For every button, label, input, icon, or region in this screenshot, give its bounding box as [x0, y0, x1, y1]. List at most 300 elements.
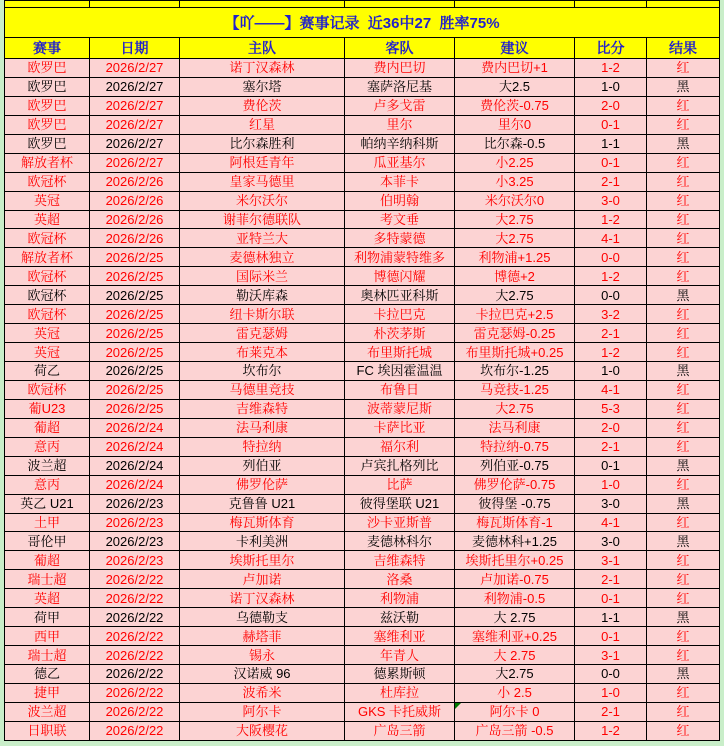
clipped-row — [5, 1, 720, 8]
home-cell[interactable]: 梅瓦斯体育 — [180, 513, 345, 532]
date-cell[interactable]: 2026/2/26 — [90, 210, 180, 229]
score-cell[interactable]: 0-0 — [575, 248, 647, 267]
tip-cell[interactable]: 卡拉巴克+2.5 — [455, 305, 575, 324]
result-cell[interactable]: 黑 — [647, 608, 720, 627]
score-cell[interactable]: 1-2 — [575, 59, 647, 78]
tip-cell[interactable]: 坎布尔-1.25 — [455, 362, 575, 381]
table-row — [5, 665, 720, 684]
competition-cell[interactable]: 土甲 — [5, 513, 90, 532]
table-row — [5, 437, 720, 456]
tip-cell[interactable]: 大2.75 — [455, 210, 575, 229]
home-cell[interactable]: 赫塔菲 — [180, 627, 345, 646]
competition-cell[interactable]: 葡U23 — [5, 399, 90, 418]
result-cell[interactable]: 红 — [647, 324, 720, 343]
table-row — [5, 380, 720, 399]
tip-cell[interactable]: 比尔森-0.5 — [455, 134, 575, 153]
away-cell[interactable]: 里尔 — [345, 115, 455, 134]
score-cell[interactable]: 0-0 — [575, 286, 647, 305]
tip-cell[interactable]: 梅瓦斯体育-1 — [455, 513, 575, 532]
home-cell[interactable]: 阿尔卡 — [180, 702, 345, 721]
tip-cell[interactable]: 大 2.75 — [455, 646, 575, 665]
table-row — [5, 627, 720, 646]
score-cell[interactable]: 1-0 — [575, 77, 647, 96]
home-cell[interactable]: 锡永 — [180, 646, 345, 665]
date-cell[interactable]: 2026/2/27 — [90, 77, 180, 96]
away-cell[interactable]: FC 埃因霍温温 — [345, 362, 455, 381]
table-row — [5, 77, 720, 96]
column-header-tip[interactable]: 建议 — [455, 38, 575, 59]
result-cell[interactable]: 黑 — [647, 286, 720, 305]
away-cell[interactable]: 本菲卡 — [345, 172, 455, 191]
home-cell[interactable]: 诺丁汉森林 — [180, 59, 345, 78]
date-cell[interactable]: 2026/2/25 — [90, 380, 180, 399]
results-sheet — [4, 0, 720, 741]
result-cell[interactable]: 红 — [647, 646, 720, 665]
away-cell[interactable]: 考文垂 — [345, 210, 455, 229]
competition-cell[interactable]: 日职联 — [5, 721, 90, 740]
tip-cell[interactable]: 法马利康 — [455, 418, 575, 437]
home-cell[interactable]: 卢加诺 — [180, 570, 345, 589]
result-cell[interactable]: 红 — [647, 305, 720, 324]
home-cell[interactable]: 法马利康 — [180, 418, 345, 437]
tip-cell[interactable]: 小3.25 — [455, 172, 575, 191]
date-cell[interactable]: 2026/2/22 — [90, 589, 180, 608]
result-cell[interactable]: 红 — [647, 570, 720, 589]
table-row — [5, 494, 720, 513]
result-cell[interactable]: 红 — [647, 248, 720, 267]
home-cell[interactable]: 列伯亚 — [180, 456, 345, 475]
table-row — [5, 343, 720, 362]
home-cell[interactable]: 谢菲尔德联队 — [180, 210, 345, 229]
table-row — [5, 456, 720, 475]
result-cell[interactable]: 黑 — [647, 665, 720, 684]
home-cell[interactable]: 乌德勒支 — [180, 608, 345, 627]
score-cell[interactable]: 2-1 — [575, 702, 647, 721]
away-cell[interactable]: 瓜亚基尔 — [345, 153, 455, 172]
competition-cell[interactable]: 欧罗巴 — [5, 96, 90, 115]
result-cell[interactable]: 红 — [647, 437, 720, 456]
result-cell[interactable]: 红 — [647, 475, 720, 494]
table-row — [5, 191, 720, 210]
home-cell[interactable]: 国际米兰 — [180, 267, 345, 286]
date-cell[interactable]: 2026/2/27 — [90, 115, 180, 134]
date-cell[interactable]: 2026/2/25 — [90, 248, 180, 267]
away-cell[interactable]: 塞萨洛尼基 — [345, 77, 455, 96]
date-cell[interactable]: 2026/2/23 — [90, 551, 180, 570]
tip-cell[interactable]: 卢加诺-0.75 — [455, 570, 575, 589]
away-cell[interactable]: 利物浦蒙特维多 — [345, 248, 455, 267]
tip-cell[interactable]: 广岛三箭 -0.5 — [455, 721, 575, 740]
result-cell[interactable]: 红 — [647, 627, 720, 646]
home-cell[interactable]: 吉维森特 — [180, 399, 345, 418]
result-cell[interactable]: 黑 — [647, 494, 720, 513]
date-cell[interactable]: 2026/2/22 — [90, 646, 180, 665]
away-cell[interactable]: 奥林匹亚科斯 — [345, 286, 455, 305]
date-cell[interactable]: 2026/2/27 — [90, 59, 180, 78]
away-cell[interactable]: 洛桑 — [345, 570, 455, 589]
result-cell[interactable]: 红 — [647, 343, 720, 362]
tip-cell[interactable]: 列伯亚-0.75 — [455, 456, 575, 475]
competition-cell[interactable]: 荷甲 — [5, 608, 90, 627]
score-cell[interactable]: 1-1 — [575, 134, 647, 153]
away-cell[interactable]: 朴茨茅斯 — [345, 324, 455, 343]
date-cell[interactable]: 2026/2/25 — [90, 362, 180, 381]
competition-cell[interactable]: 捷甲 — [5, 683, 90, 702]
column-header-home[interactable]: 主队 — [180, 38, 345, 59]
column-header-date[interactable]: 日期 — [90, 38, 180, 59]
tip-cell[interactable]: 阿尔卡 0 — [455, 702, 575, 721]
clipped-cell — [90, 1, 180, 8]
result-cell[interactable]: 红 — [647, 702, 720, 721]
score-cell[interactable]: 3-0 — [575, 532, 647, 551]
result-cell[interactable]: 红 — [647, 380, 720, 399]
away-cell[interactable]: 塞维利亚 — [345, 627, 455, 646]
score-cell[interactable]: 2-0 — [575, 418, 647, 437]
tip-cell[interactable]: 大2.75 — [455, 665, 575, 684]
date-cell[interactable]: 2026/2/27 — [90, 153, 180, 172]
result-cell[interactable]: 红 — [647, 418, 720, 437]
away-cell[interactable]: 吉维森特 — [345, 551, 455, 570]
table-row — [5, 305, 720, 324]
score-cell[interactable]: 2-1 — [575, 437, 647, 456]
tip-cell[interactable]: 大2.75 — [455, 286, 575, 305]
score-cell[interactable]: 2-1 — [575, 172, 647, 191]
away-cell[interactable]: 卢多戈雷 — [345, 96, 455, 115]
score-cell[interactable]: 2-0 — [575, 96, 647, 115]
competition-cell[interactable]: 英超 — [5, 589, 90, 608]
competition-cell[interactable]: 荷乙 — [5, 362, 90, 381]
result-cell[interactable]: 黑 — [647, 134, 720, 153]
home-cell[interactable]: 波希米 — [180, 683, 345, 702]
result-cell[interactable]: 红 — [647, 551, 720, 570]
competition-cell[interactable]: 英冠 — [5, 343, 90, 362]
date-cell[interactable]: 2026/2/23 — [90, 532, 180, 551]
clipped-cell — [647, 1, 720, 8]
tip-cell[interactable]: 利物浦-0.5 — [455, 589, 575, 608]
away-cell[interactable]: 波蒂蒙尼斯 — [345, 399, 455, 418]
table-row — [5, 551, 720, 570]
away-cell[interactable]: 布里斯托城 — [345, 343, 455, 362]
competition-cell[interactable]: 波兰超 — [5, 702, 90, 721]
column-header-score[interactable]: 比分 — [575, 38, 647, 59]
score-cell[interactable]: 4-1 — [575, 380, 647, 399]
date-cell[interactable]: 2026/2/22 — [90, 683, 180, 702]
competition-cell[interactable]: 欧冠杯 — [5, 305, 90, 324]
table-row — [5, 683, 720, 702]
tip-cell[interactable]: 布里斯托城+0.25 — [455, 343, 575, 362]
home-cell[interactable]: 比尔森胜利 — [180, 134, 345, 153]
home-cell[interactable]: 汉诺威 96 — [180, 665, 345, 684]
away-cell[interactable]: 沙卡亚斯普 — [345, 513, 455, 532]
date-cell[interactable]: 2026/2/22 — [90, 702, 180, 721]
tip-cell[interactable]: 费伦茨-0.75 — [455, 96, 575, 115]
away-cell[interactable]: 多特蒙德 — [345, 229, 455, 248]
table-row — [5, 475, 720, 494]
result-cell[interactable]: 红 — [647, 172, 720, 191]
away-cell[interactable]: 杜库拉 — [345, 683, 455, 702]
score-cell[interactable]: 5-3 — [575, 399, 647, 418]
date-cell[interactable]: 2026/2/23 — [90, 494, 180, 513]
home-cell[interactable]: 诺丁汉森林 — [180, 589, 345, 608]
date-cell[interactable]: 2026/2/24 — [90, 437, 180, 456]
competition-cell[interactable]: 葡超 — [5, 551, 90, 570]
competition-cell[interactable]: 哥伦甲 — [5, 532, 90, 551]
table-row — [5, 418, 720, 437]
competition-cell[interactable]: 西甲 — [5, 627, 90, 646]
home-cell[interactable]: 亚特兰大 — [180, 229, 345, 248]
competition-cell[interactable]: 欧罗巴 — [5, 134, 90, 153]
competition-cell[interactable]: 瑞士超 — [5, 646, 90, 665]
competition-cell[interactable]: 意丙 — [5, 437, 90, 456]
date-cell[interactable]: 2026/2/26 — [90, 229, 180, 248]
result-cell[interactable]: 红 — [647, 267, 720, 286]
tip-cell[interactable]: 大2.75 — [455, 399, 575, 418]
table-row — [5, 172, 720, 191]
tip-cell[interactable]: 利物浦+1.25 — [455, 248, 575, 267]
score-cell[interactable]: 0-1 — [575, 153, 647, 172]
competition-cell[interactable]: 英冠 — [5, 191, 90, 210]
clipped-cell — [345, 1, 455, 8]
result-cell[interactable]: 红 — [647, 59, 720, 78]
table-row — [5, 59, 720, 78]
competition-cell[interactable]: 欧罗巴 — [5, 115, 90, 134]
table-row — [5, 96, 720, 115]
table-row — [5, 153, 720, 172]
home-cell[interactable]: 克鲁鲁 U21 — [180, 494, 345, 513]
tip-cell[interactable]: 大 2.75 — [455, 608, 575, 627]
home-cell[interactable]: 特拉纳 — [180, 437, 345, 456]
away-cell[interactable]: 费内巴切 — [345, 59, 455, 78]
competition-cell[interactable]: 欧罗巴 — [5, 77, 90, 96]
tip-cell[interactable]: 博德+2 — [455, 267, 575, 286]
tip-cell[interactable]: 小 2.5 — [455, 683, 575, 702]
date-cell[interactable]: 2026/2/24 — [90, 418, 180, 437]
result-cell[interactable]: 红 — [647, 589, 720, 608]
tip-cell[interactable]: 大2.75 — [455, 229, 575, 248]
competition-cell[interactable]: 欧冠杯 — [5, 267, 90, 286]
tip-cell[interactable]: 麦德林科+1.25 — [455, 532, 575, 551]
table-row — [5, 267, 720, 286]
home-cell[interactable]: 麦德林独立 — [180, 248, 345, 267]
away-cell[interactable]: 卢宾扎格列比 — [345, 456, 455, 475]
tip-cell[interactable]: 佛罗伦萨-0.75 — [455, 475, 575, 494]
date-cell[interactable]: 2026/2/24 — [90, 475, 180, 494]
score-cell[interactable]: 1-0 — [575, 362, 647, 381]
column-header-result[interactable]: 结果 — [647, 38, 720, 59]
tip-cell[interactable]: 彼得堡 -0.75 — [455, 494, 575, 513]
tip-cell[interactable]: 雷克瑟姆-0.25 — [455, 324, 575, 343]
competition-cell[interactable]: 欧罗巴 — [5, 59, 90, 78]
home-cell[interactable]: 纽卡斯尔联 — [180, 305, 345, 324]
result-cell[interactable]: 红 — [647, 721, 720, 740]
table-row — [5, 286, 720, 305]
score-cell[interactable]: 4-1 — [575, 513, 647, 532]
competition-cell[interactable]: 欧冠杯 — [5, 172, 90, 191]
date-cell[interactable]: 2026/2/25 — [90, 399, 180, 418]
score-cell[interactable]: 1-1 — [575, 608, 647, 627]
result-cell[interactable]: 黑 — [647, 456, 720, 475]
away-cell[interactable]: 兹沃勒 — [345, 608, 455, 627]
date-cell[interactable]: 2026/2/22 — [90, 627, 180, 646]
away-cell[interactable]: 麦德林科尔 — [345, 532, 455, 551]
date-cell[interactable]: 2026/2/22 — [90, 721, 180, 740]
tip-cell[interactable]: 塞维利亚+0.25 — [455, 627, 575, 646]
tip-cell[interactable]: 埃斯托里尔+0.25 — [455, 551, 575, 570]
result-cell[interactable]: 红 — [647, 683, 720, 702]
date-cell[interactable]: 2026/2/27 — [90, 134, 180, 153]
date-cell[interactable]: 2026/2/25 — [90, 343, 180, 362]
table-row — [5, 721, 720, 740]
table-row — [5, 115, 720, 134]
score-cell[interactable]: 0-1 — [575, 456, 647, 475]
table-row — [5, 570, 720, 589]
clipped-cell — [575, 1, 647, 8]
home-cell[interactable]: 米尔沃尔 — [180, 191, 345, 210]
home-cell[interactable]: 阿根廷青年 — [180, 153, 345, 172]
away-cell[interactable]: 福尔利 — [345, 437, 455, 456]
table-row — [5, 229, 720, 248]
competition-cell[interactable]: 解放者杯 — [5, 153, 90, 172]
competition-cell[interactable]: 德乙 — [5, 665, 90, 684]
score-cell[interactable]: 2-1 — [575, 324, 647, 343]
score-cell[interactable]: 3-0 — [575, 191, 647, 210]
competition-cell[interactable]: 英超 — [5, 210, 90, 229]
table-row — [5, 210, 720, 229]
competition-cell[interactable]: 欧冠杯 — [5, 380, 90, 399]
score-cell[interactable]: 3-0 — [575, 494, 647, 513]
competition-cell[interactable]: 意丙 — [5, 475, 90, 494]
away-cell[interactable]: 德累斯顿 — [345, 665, 455, 684]
tip-cell[interactable]: 米尔沃尔0 — [455, 191, 575, 210]
score-cell[interactable]: 1-2 — [575, 267, 647, 286]
home-cell[interactable]: 佛罗伦萨 — [180, 475, 345, 494]
score-cell[interactable]: 1-0 — [575, 475, 647, 494]
away-cell[interactable]: 利物浦 — [345, 589, 455, 608]
table-row — [5, 532, 720, 551]
date-cell[interactable]: 2026/2/26 — [90, 172, 180, 191]
result-cell[interactable]: 黑 — [647, 532, 720, 551]
page-title[interactable]: 【吖——】赛事记录 近36中27 胜率75% — [5, 8, 720, 38]
score-cell[interactable]: 1-2 — [575, 343, 647, 362]
date-cell[interactable]: 2026/2/23 — [90, 513, 180, 532]
score-cell[interactable]: 1-0 — [575, 683, 647, 702]
result-cell[interactable]: 红 — [647, 229, 720, 248]
date-cell[interactable]: 2026/2/22 — [90, 665, 180, 684]
away-cell[interactable]: 布鲁日 — [345, 380, 455, 399]
competition-cell[interactable]: 解放者杯 — [5, 248, 90, 267]
competition-cell[interactable]: 英乙 U21 — [5, 494, 90, 513]
away-cell[interactable]: 帕纳辛纳科斯 — [345, 134, 455, 153]
score-cell[interactable]: 3-1 — [575, 646, 647, 665]
date-cell[interactable]: 2026/2/25 — [90, 324, 180, 343]
away-cell[interactable]: 年青人 — [345, 646, 455, 665]
date-cell[interactable]: 2026/2/25 — [90, 267, 180, 286]
date-cell[interactable]: 2026/2/26 — [90, 191, 180, 210]
competition-cell[interactable]: 英冠 — [5, 324, 90, 343]
results-table — [4, 0, 720, 741]
comment-marker-icon — [455, 703, 461, 709]
tip-cell[interactable]: 小2.25 — [455, 153, 575, 172]
result-cell[interactable]: 红 — [647, 191, 720, 210]
tip-cell[interactable]: 费内巴切+1 — [455, 59, 575, 78]
home-cell[interactable]: 勒沃库森 — [180, 286, 345, 305]
score-cell[interactable]: 0-1 — [575, 627, 647, 646]
tip-cell[interactable]: 特拉纳-0.75 — [455, 437, 575, 456]
away-cell[interactable]: 广岛三箭 — [345, 721, 455, 740]
result-cell[interactable]: 黑 — [647, 77, 720, 96]
tip-cell[interactable]: 马竞技-1.25 — [455, 380, 575, 399]
result-cell[interactable]: 红 — [647, 210, 720, 229]
result-cell[interactable]: 红 — [647, 153, 720, 172]
table-row — [5, 589, 720, 608]
table-row — [5, 134, 720, 153]
home-cell[interactable]: 塞尔塔 — [180, 77, 345, 96]
competition-cell[interactable]: 葡超 — [5, 418, 90, 437]
date-cell[interactable]: 2026/2/22 — [90, 570, 180, 589]
date-cell[interactable]: 2026/2/27 — [90, 96, 180, 115]
score-cell[interactable]: 0-0 — [575, 665, 647, 684]
date-cell[interactable]: 2026/2/24 — [90, 456, 180, 475]
date-cell[interactable]: 2026/2/22 — [90, 608, 180, 627]
away-cell[interactable]: 彼得堡联 U21 — [345, 494, 455, 513]
away-cell[interactable]: GKS 卡托威斯 — [345, 702, 455, 721]
column-header-away[interactable]: 客队 — [345, 38, 455, 59]
away-cell[interactable]: 卡拉巴克 — [345, 305, 455, 324]
header-row — [5, 38, 720, 59]
home-cell[interactable]: 马德里竞技 — [180, 380, 345, 399]
home-cell[interactable]: 红星 — [180, 115, 345, 134]
score-cell[interactable]: 0-1 — [575, 589, 647, 608]
competition-cell[interactable]: 欧冠杯 — [5, 229, 90, 248]
tip-cell[interactable]: 大2.5 — [455, 77, 575, 96]
home-cell[interactable]: 大阪樱花 — [180, 721, 345, 740]
home-cell[interactable]: 坎布尔 — [180, 362, 345, 381]
home-cell[interactable]: 埃斯托里尔 — [180, 551, 345, 570]
home-cell[interactable]: 皇家马德里 — [180, 172, 345, 191]
table-row — [5, 324, 720, 343]
home-cell[interactable]: 雷克瑟姆 — [180, 324, 345, 343]
result-cell[interactable]: 红 — [647, 96, 720, 115]
away-cell[interactable]: 伯明翰 — [345, 191, 455, 210]
home-cell[interactable]: 布莱克本 — [180, 343, 345, 362]
date-cell[interactable]: 2026/2/25 — [90, 305, 180, 324]
tip-cell[interactable]: 里尔0 — [455, 115, 575, 134]
home-cell[interactable]: 卡利美洲 — [180, 532, 345, 551]
table-row — [5, 362, 720, 381]
score-cell[interactable]: 1-2 — [575, 721, 647, 740]
competition-cell[interactable]: 瑞士超 — [5, 570, 90, 589]
score-cell[interactable]: 3-2 — [575, 305, 647, 324]
score-cell[interactable]: 0-1 — [575, 115, 647, 134]
competition-cell[interactable]: 欧冠杯 — [5, 286, 90, 305]
result-cell[interactable]: 红 — [647, 513, 720, 532]
score-cell[interactable]: 2-1 — [575, 570, 647, 589]
away-cell[interactable]: 博德闪耀 — [345, 267, 455, 286]
result-cell[interactable]: 红 — [647, 115, 720, 134]
date-cell[interactable]: 2026/2/25 — [90, 286, 180, 305]
score-cell[interactable]: 4-1 — [575, 229, 647, 248]
home-cell[interactable]: 费伦茨 — [180, 96, 345, 115]
score-cell[interactable]: 3-1 — [575, 551, 647, 570]
away-cell[interactable]: 比萨 — [345, 475, 455, 494]
away-cell[interactable]: 卡萨比亚 — [345, 418, 455, 437]
competition-cell[interactable]: 波兰超 — [5, 456, 90, 475]
score-cell[interactable]: 1-2 — [575, 210, 647, 229]
result-cell[interactable]: 黑 — [647, 362, 720, 381]
results-table-body — [5, 59, 720, 741]
result-cell[interactable]: 红 — [647, 399, 720, 418]
column-header-competition[interactable]: 赛事 — [5, 38, 90, 59]
